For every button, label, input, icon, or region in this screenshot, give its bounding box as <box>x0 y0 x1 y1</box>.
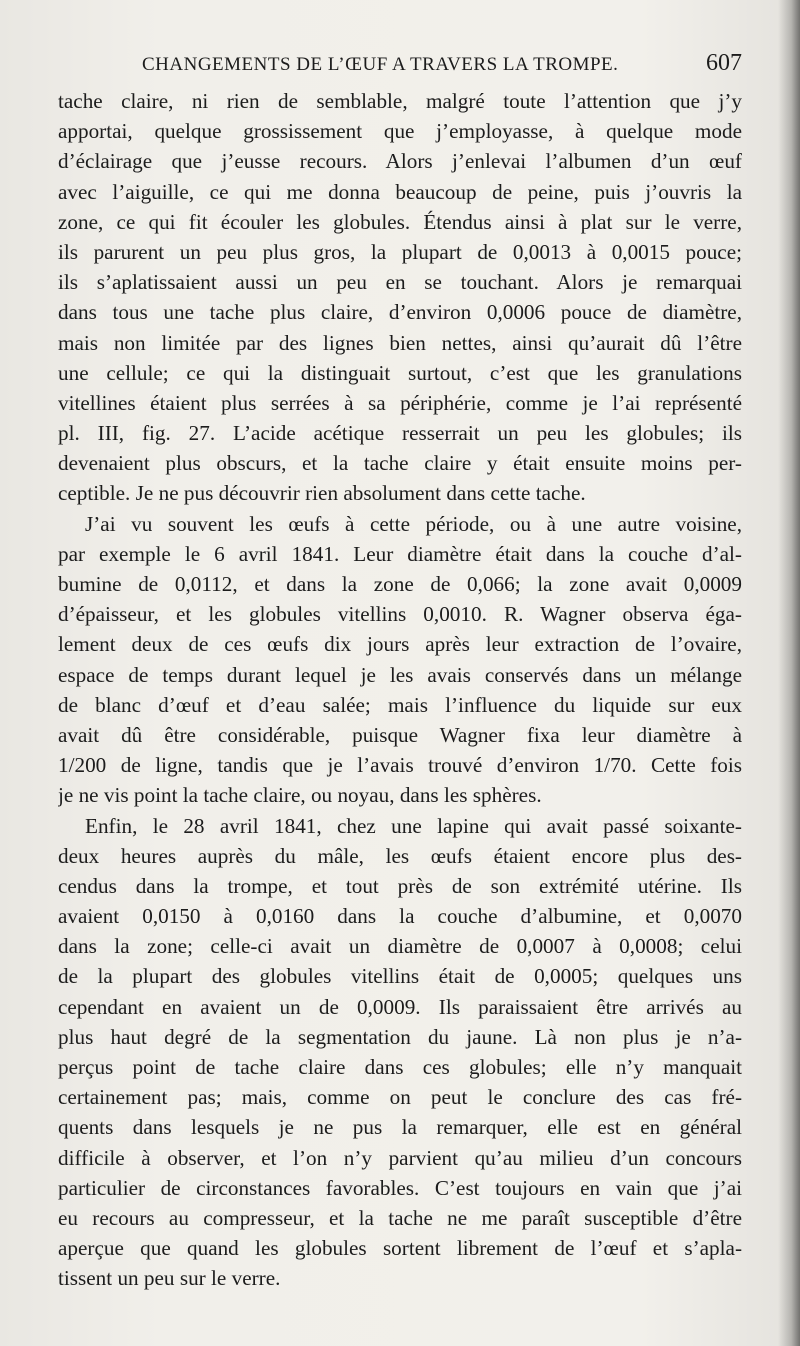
text-line: aperçue que quand les globules sortent librement de l’œuf et s’apla- <box>58 1236 742 1261</box>
text-line: plus haut degré de la segmentation du jaune. Là non plus je n’a- <box>58 1024 742 1049</box>
page-edge-shadow <box>778 0 800 1346</box>
text-line: avec l’aiguille, ce qui me donna beaucoup de peine, puis j’ouvris la <box>58 179 742 204</box>
text-line: devenaient plus obscurs, et la tache claire y était ensuite moins per- <box>58 451 742 476</box>
text-line: dans tous une tache plus claire, d’environ 0,0006 pouce de diamètre, <box>58 300 742 325</box>
text-line: d’épaisseur, et les globules vitellins 0,0010. R. Wagner observa éga- <box>58 602 742 627</box>
text-line: je ne vis point la tache claire, ou noyau, dans les sphères. <box>58 783 542 808</box>
text-line: avait dû être considérable, puisque Wagner fixa leur diamètre à <box>58 722 742 747</box>
text-line: zone, ce qui fit écouler les globules. Étendus ainsi à plat sur le verre, <box>58 209 742 234</box>
text-line: de blanc d’œuf et d’eau salée; mais l’influence du liquide sur eux <box>58 692 742 717</box>
text-line: tissent un peu sur le verre. <box>58 1266 281 1291</box>
text-line: certainement pas; mais, comme on peut le conclure des cas fré- <box>58 1085 742 1110</box>
text-line: d’éclairage que j’eusse recours. Alors j’enlevai l’albumen d’un œuf <box>58 149 742 174</box>
text-line: une cellule; ce qui la distinguait surtout, c’est que les granulations <box>58 360 742 385</box>
body-text <box>58 86 742 1294</box>
text-line: ils s’aplatissaient aussi un peu en se touchant. Alors je remarquai <box>58 270 742 295</box>
text-line: avaient 0,0150 à 0,0160 dans la couche d’albumine, et 0,0070 <box>58 904 742 929</box>
text-line: Enfin, le 28 avril 1841, chez une lapine qui avait passé soixante- <box>85 813 742 838</box>
text-line: pl. III, fig. 27. L’acide acétique resserrait un peu les globules; ils <box>58 421 742 446</box>
text-line: eu recours au compresseur, et la tache ne me paraît susceptible d’être <box>58 1205 742 1230</box>
text-line: ceptible. Je ne pus découvrir rien absolument dans cette tache. <box>58 481 586 506</box>
text-line: cendus dans la trompe, et tout près de son extrémité utérine. Ils <box>58 873 742 898</box>
running-title: CHANGEMENTS DE L’ŒUF A TRAVERS LA TROMPE. <box>142 54 619 75</box>
text-line: lement deux de ces œufs dix jours après leur extraction de l’ovaire, <box>58 632 742 657</box>
text-line: mais non limitée par des lignes bien nettes, ainsi qu’aurait dû l’être <box>58 330 742 355</box>
page-number: 607 <box>706 50 742 76</box>
text-line: vitellines étaient plus serrées à sa périphérie, comme je l’ai représenté <box>58 390 742 415</box>
text-line: ils parurent un peu plus gros, la plupart de 0,0013 à 0,0015 pouce; <box>58 239 742 264</box>
running-header <box>60 48 750 78</box>
text-line: cependant en avaient un de 0,0009. Ils paraissaient être arrivés au <box>58 994 742 1019</box>
text-line: tache claire, ni rien de semblable, malgré toute l’attention que j’y <box>58 89 742 113</box>
text-line: difficile à observer, et l’on n’y parvient qu’au milieu d’un concours <box>58 1145 742 1170</box>
text-line: dans la zone; celle-ci avait un diamètre de 0,0007 à 0,0008; celui <box>58 934 742 959</box>
text-line: par exemple le 6 avril 1841. Leur diamètre était dans la couche d’al- <box>58 541 742 566</box>
text-line: deux heures auprès du mâle, les œufs étaient encore plus des- <box>58 843 742 868</box>
text-line: 1/200 de ligne, tandis que je l’avais trouvé d’environ 1/70. Cette fois <box>58 753 742 778</box>
text-line: apportai, quelque grossissement que j’employasse, à quelque mode <box>58 119 742 144</box>
text-line: de la plupart des globules vitellins était de 0,0005; quelques uns <box>58 964 742 989</box>
text-line: perçus point de tache claire dans ces globules; elle n’y manquait <box>58 1055 742 1079</box>
text-line: particulier de circonstances favorables. C’est toujours en vain que j’ai <box>58 1175 742 1200</box>
text-line: bumine de 0,0112, et dans la zone de 0,066; la zone avait 0,0009 <box>58 572 742 596</box>
text-line: J’ai vu souvent les œufs à cette période, ou à une autre voisine, <box>85 511 742 536</box>
text-line: quents dans lesquels je ne pus la remarquer, elle est en général <box>58 1115 742 1140</box>
text-line: espace de temps durant lequel je les avais conservés dans un mélange <box>58 662 742 687</box>
